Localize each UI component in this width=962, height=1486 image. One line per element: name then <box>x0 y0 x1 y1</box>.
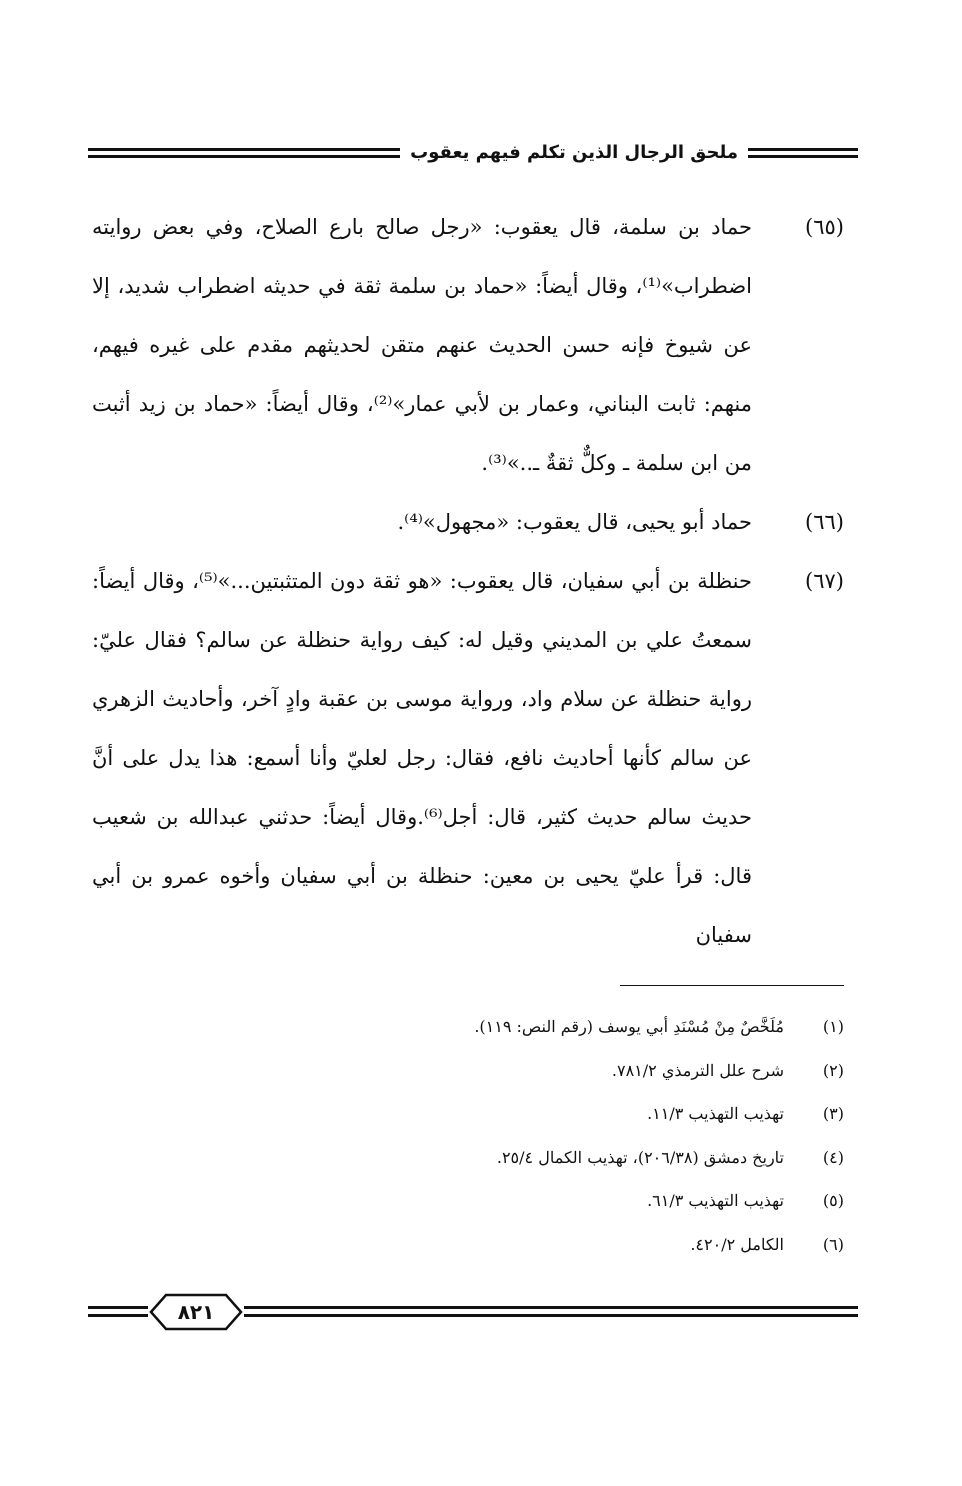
footnote-item <box>92 1005 844 1049</box>
page-footer <box>88 1292 858 1334</box>
footnote-item <box>92 1136 844 1180</box>
footnote-number: (١) <box>822 1017 844 1036</box>
footnote-item <box>92 1092 844 1136</box>
main-text <box>92 198 844 965</box>
page-number: ٨٢١ <box>177 1300 215 1324</box>
footnote-separator <box>620 985 844 986</box>
footnote-text: تاريخ دمشق (٢٠٦/٣٨)، تهذيب الكمال ٢٥/٤. <box>496 1147 784 1167</box>
page-number-badge <box>148 1292 244 1332</box>
footnote-number: (٤) <box>822 1147 844 1167</box>
footnote-text: تهذيب التهذيب ٦١/٣. <box>647 1191 784 1210</box>
entry-text: حنظلة بن أبي سفيان، قال يعقوب: «هو ثقة دون المتثبتين...»⁽⁵⁾، وقال أيضاً: سمعتُ علي بن المديني وقيل له: كيف رواية حنظلة عن سالم؟ فقال عليّ: رواية حنظلة عن سلام واد، ورواية موسى بن عقبة وادٍ آخر، وأحاديث الزهري عن سالم كأنها أحاديث نافع، فقال: رجل لعليّ وأنا أسمع: هذا يدل على أنَّ حديث سالم حديث كثير، قال: أجل⁽⁶⁾.وقال أيضاً: حدثني عبدالله بن شعيب قال: قرأ عليّ يحيى بن معين: حنظلة بن أبي سفيان وأخوه عمرو بن أبي سفيان <box>92 569 752 947</box>
header-title: ملحق الرجال الذين تكلم فيهم يعقوب <box>400 138 748 168</box>
footnote-number: (٢) <box>822 1060 844 1080</box>
footnote-text: الكامل ٤٢٠/٢. <box>690 1234 784 1254</box>
footnote-number: (٦) <box>822 1234 844 1254</box>
footnote-item <box>92 1179 844 1223</box>
entry-number: (٦٦) <box>805 510 844 534</box>
entry-text: حماد بن سلمة، قال يعقوب: «رجل صالح بارع الصلاح، وفي بعض روايته اضطراب»⁽¹⁾، وقال أيضاً: «حماد بن سلمة ثقة في حديثه اضطراب شديد، إلا عن شيوخ فإنه حسن الحديث عنهم متقن لحديثهم مقدم على غيره فيهم، منهم: ثابت البناني، وعمار بن لأبي عمار»⁽²⁾، وقال أيضاً: «حماد بن زيد أثبت من ابن سلمة ـ وكلٌّ ثقةٌ ـ..»⁽³⁾. <box>92 215 753 475</box>
entry-67 <box>92 552 844 965</box>
footnotes <box>92 1005 844 1266</box>
entry-number: (٦٧) <box>805 569 844 593</box>
running-header <box>88 138 858 168</box>
footnote-number: (٣) <box>822 1104 844 1123</box>
footnote-number: (٥) <box>822 1191 844 1210</box>
entry-number: (٦٥) <box>805 215 844 239</box>
footnote-item <box>92 1223 844 1267</box>
entry-text: حماد أبو يحيى، قال يعقوب: «مجهول»⁽⁴⁾. <box>397 510 752 534</box>
entry-66 <box>92 493 844 552</box>
footnote-item <box>92 1049 844 1093</box>
footnote-text: مُلَخَّصٌ مِنْ مُسْنَدِ أبي يوسف (رقم النص: ١١٩). <box>474 1017 784 1036</box>
entry-65 <box>92 198 844 493</box>
footnote-text: تهذيب التهذيب ١١/٣. <box>647 1104 784 1123</box>
footnote-text: شرح علل الترمذي ٧٨١/٢. <box>611 1060 784 1080</box>
